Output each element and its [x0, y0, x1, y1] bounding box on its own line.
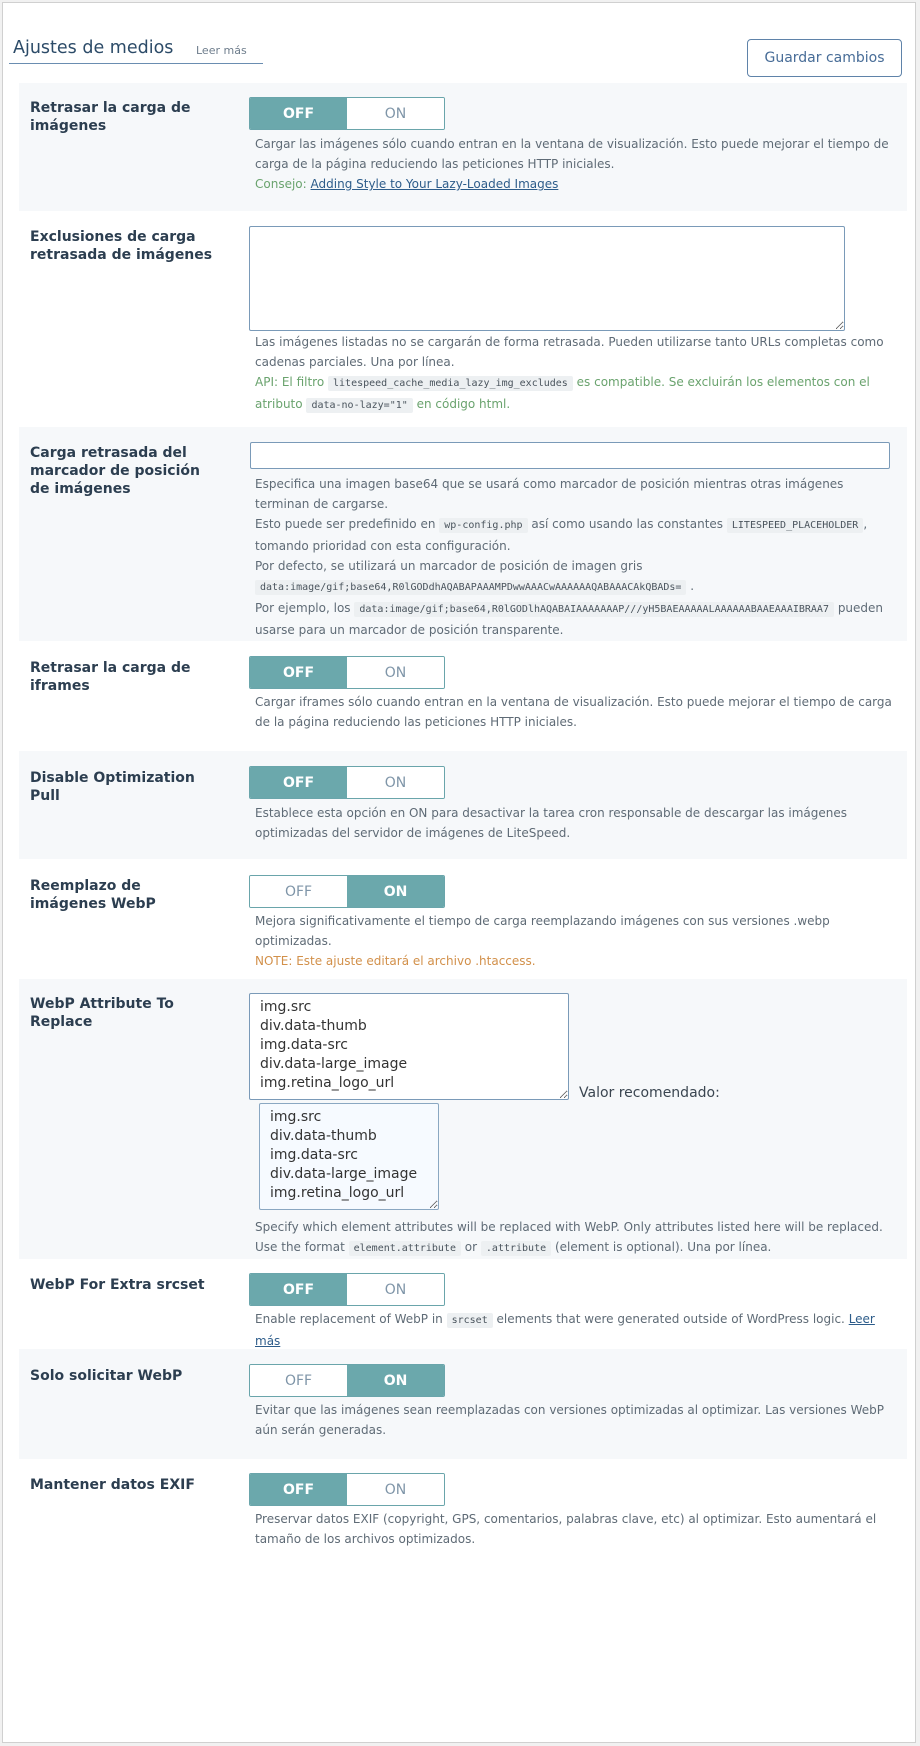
setting-title: Reemplazo de imágenes WebP: [30, 878, 156, 912]
media-settings-panel: [2, 2, 916, 1743]
setting-description: Specify which element attributes will be replaced with WebP. Only attributes listed here will be replaced. Use the format element.attribute or .attribute (element is optional). Una por línea.: [255, 1220, 883, 1254]
setting-lazy-excludes: [19, 211, 907, 427]
setting-title: Exclusiones de carga retrasada de imágenes: [30, 229, 213, 263]
setting-title: Carga retrasada del marcador de posición de imágenes: [30, 445, 200, 497]
setting-webp-srcset: [19, 1259, 907, 1349]
lazy-images-toggle[interactable]: [249, 97, 445, 130]
recommended-label: Valor recomendado:: [579, 1085, 720, 1101]
toggle-on[interactable]: ON: [347, 876, 444, 907]
toggle-on[interactable]: ON: [347, 1474, 444, 1505]
toggle-off[interactable]: OFF: [250, 767, 347, 798]
read-more-link[interactable]: Leer más: [196, 44, 247, 57]
webp-replace-toggle[interactable]: [249, 875, 445, 908]
setting-description: Cargar las imágenes sólo cuando entran en la ventana de visualización. Esto puede mejorar el tiempo de carga de la página reduciendo las peticiones HTTP iniciales. Consejo: Adding Style to Your Lazy-Loaded Images: [255, 137, 889, 191]
setting-webp-only: [19, 1349, 907, 1459]
toggle-off[interactable]: OFF: [250, 657, 347, 688]
setting-description: Enable replacement of WebP in srcset elements that were generated outside of WordPress logic. Leer más: [255, 1312, 875, 1348]
setting-title: WebP Attribute To Replace: [30, 996, 174, 1030]
page-title: Ajustes de medios: [13, 38, 174, 58]
setting-title: Retrasar la carga de imágenes: [30, 100, 191, 134]
toggle-on[interactable]: ON: [347, 657, 444, 688]
setting-title: Disable Optimization Pull: [30, 770, 195, 804]
recommended-value-textarea[interactable]: [259, 1103, 439, 1210]
toggle-off[interactable]: OFF: [250, 1474, 347, 1505]
tip-label: Consejo:: [255, 177, 307, 191]
api-filter-code: litespeed_cache_media_lazy_img_excludes: [328, 376, 573, 391]
webp-only-toggle[interactable]: [249, 1364, 445, 1397]
setting-description: Mejora significativamente el tiempo de carga reemplazando imágenes con sus versiones .webp optimizadas. NOTE: Este ajuste editará el archivo .htaccess.: [255, 911, 895, 971]
read-more-link[interactable]: Leer más: [255, 1312, 875, 1348]
placeholder-input[interactable]: [250, 442, 890, 469]
setting-title: Mantener datos EXIF: [30, 1477, 195, 1493]
api-note: API: El filtro litespeed_cache_media_lazy_img_excludes es compatible. Se excluirán los elementos con el atributo data-no-lazy="1" en código html.: [255, 375, 870, 411]
setting-webp-attr: [19, 979, 907, 1259]
setting-description: Evitar que las imágenes sean reemplazadas con versiones optimizadas al optimizar. Las versiones WebP aún serán generadas.: [255, 1403, 884, 1437]
no-lazy-attr-code: data-no-lazy="1": [306, 398, 412, 413]
toggle-on[interactable]: ON: [347, 767, 444, 798]
toggle-off[interactable]: OFF: [250, 1274, 347, 1305]
setting-description: Establece esta opción en ON para desactivar la tarea cron responsable de descargar las imágenes optimizadas del servidor de imágenes de LiteSpeed.: [255, 806, 848, 840]
setting-lazy-placeholder: [19, 427, 907, 641]
toggle-off[interactable]: OFF: [250, 1365, 347, 1396]
setting-webp-replace: [19, 859, 907, 979]
setting-title: Retrasar la carga de iframes: [30, 660, 191, 694]
toggle-on[interactable]: ON: [347, 98, 444, 129]
setting-exif: [19, 1459, 907, 1569]
tip-link[interactable]: Adding Style to Your Lazy-Loaded Images: [310, 177, 559, 191]
setting-disable-pull: [19, 751, 907, 859]
exif-toggle[interactable]: [249, 1473, 445, 1506]
setting-title: WebP For Extra srcset: [30, 1277, 205, 1293]
lazy-excludes-textarea[interactable]: [249, 226, 845, 331]
section-header: [9, 38, 263, 64]
toggle-off[interactable]: OFF: [250, 876, 347, 907]
setting-description: Especifica una imagen base64 que se usará como marcador de posición mientras otras imágenes terminan de cargarse. Esto puede ser predefinido en wp-config.php así como usando las constantes LITESPEED_PLACEHOLDER , tomando prioridad con esta configuración. Por defecto, se utilizará un marcador de posición de imagen gris data:image/gif;base64,R0lGODdhAQABAPAAAMPDwwAAACwAAAAAAQABAAACAkQBADs= . Por ejemplo, los data:image/gif;base64,R0lGODlhAQABAIAAAAAAAP///yH5BAEAAAAALAAAAAABAAEAAAIBRAA7 pueden usarse para un marcador de posición transparente.: [255, 477, 884, 637]
setting-description: Cargar iframes sólo cuando entran en la ventana de visualización. Esto puede mejorar el tiempo de carga de la página reduciendo las peticiones HTTP iniciales.: [255, 695, 892, 729]
disable-pull-toggle[interactable]: [249, 766, 445, 799]
setting-description: Las imágenes listadas no se cargarán de forma retrasada. Pueden utilizarse tanto URLs completas como cadenas parciales. Una por línea. API: El filtro litespeed_cache_media_lazy_img_excludes es compatible. Se excluirán los elementos con el atributo data-no-lazy="1" en código html.: [255, 332, 895, 416]
save-changes-button[interactable]: Guardar cambios: [747, 39, 902, 77]
webp-attr-textarea[interactable]: [249, 993, 569, 1100]
setting-lazy-iframes: [19, 641, 907, 751]
webp-srcset-toggle[interactable]: [249, 1273, 445, 1306]
toggle-on[interactable]: ON: [347, 1365, 444, 1396]
setting-description: Preservar datos EXIF (copyright, GPS, comentarios, palabras clave, etc) al optimizar. Esto aumentará el tamaño de los archivos optimizados.: [255, 1512, 877, 1546]
setting-title: Solo solicitar WebP: [30, 1368, 183, 1384]
toggle-on[interactable]: ON: [347, 1274, 444, 1305]
lazy-iframes-toggle[interactable]: [249, 656, 445, 689]
setting-lazy-images: [19, 83, 907, 211]
toggle-off[interactable]: OFF: [250, 98, 347, 129]
htaccess-note: NOTE: Este ajuste editará el archivo .htaccess.: [255, 954, 536, 968]
